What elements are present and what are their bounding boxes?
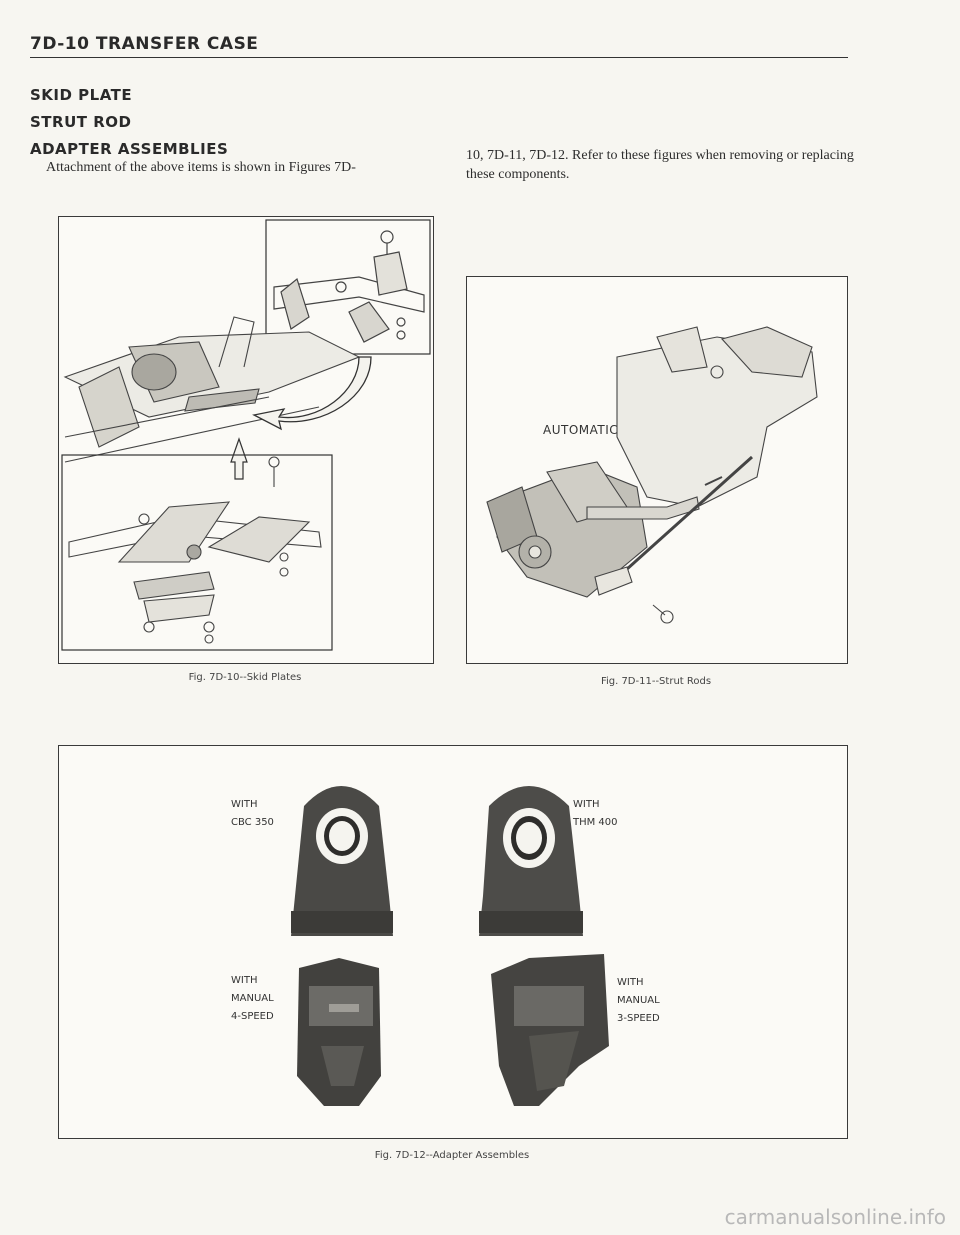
label-3speed-manual: MANUAL — [617, 995, 660, 1006]
label-thm-with: WITH — [573, 799, 600, 810]
heading-adapter-assemblies: ADAPTER ASSEMBLIES — [30, 140, 229, 158]
label-4speed-speed: 4-SPEED — [231, 1011, 274, 1022]
strut-rods-label-automatic: AUTOMATIC — [543, 423, 619, 437]
label-3speed-with: WITH — [617, 977, 644, 988]
label-thm-400: THM 400 — [573, 817, 618, 828]
header-rule — [30, 57, 848, 58]
strut-rods-illustration — [467, 277, 847, 663]
body-text-col1: Attachment of the above items is shown in Figures 7D- — [46, 160, 356, 175]
figure-caption-strut-rods: Fig. 7D-11--Strut Rods — [600, 676, 712, 687]
figure-strut-rods — [466, 276, 848, 664]
label-cbc-with: WITH — [231, 799, 258, 810]
figure-skid-plates — [58, 216, 434, 664]
heading-strut-rod: STRUT ROD — [30, 113, 132, 131]
adapter-manual-3-speed-image — [491, 954, 609, 1106]
heading-skid-plate: SKID PLATE — [30, 86, 133, 104]
body-text-col2: 10, 7D-11, 7D-12. Refer to these figures when removing or replacing these components. — [466, 148, 854, 182]
adapter-cbc-350-image — [291, 786, 393, 936]
figure-caption-adapter-assemblies: Fig. 7D-12--Adapter Assembles — [374, 1150, 530, 1161]
watermark-text: carmanualsonline.info — [724, 1205, 946, 1229]
skid-plates-illustration — [59, 217, 433, 663]
page-header-title: 7D-10 TRANSFER CASE — [30, 34, 259, 54]
label-cbc-350: CBC 350 — [231, 817, 274, 828]
adapter-thm-400-image — [479, 786, 583, 936]
adapter-manual-4-speed-image — [297, 958, 381, 1106]
figure-adapter-assemblies — [58, 745, 848, 1139]
label-4speed-with: WITH — [231, 975, 258, 986]
figure-caption-skid-plates: Fig. 7D-10--Skid Plates — [188, 672, 302, 683]
label-3speed-speed: 3-SPEED — [617, 1013, 660, 1024]
adapter-assemblies-illustration — [59, 746, 847, 1138]
label-4speed-manual: MANUAL — [231, 993, 274, 1004]
